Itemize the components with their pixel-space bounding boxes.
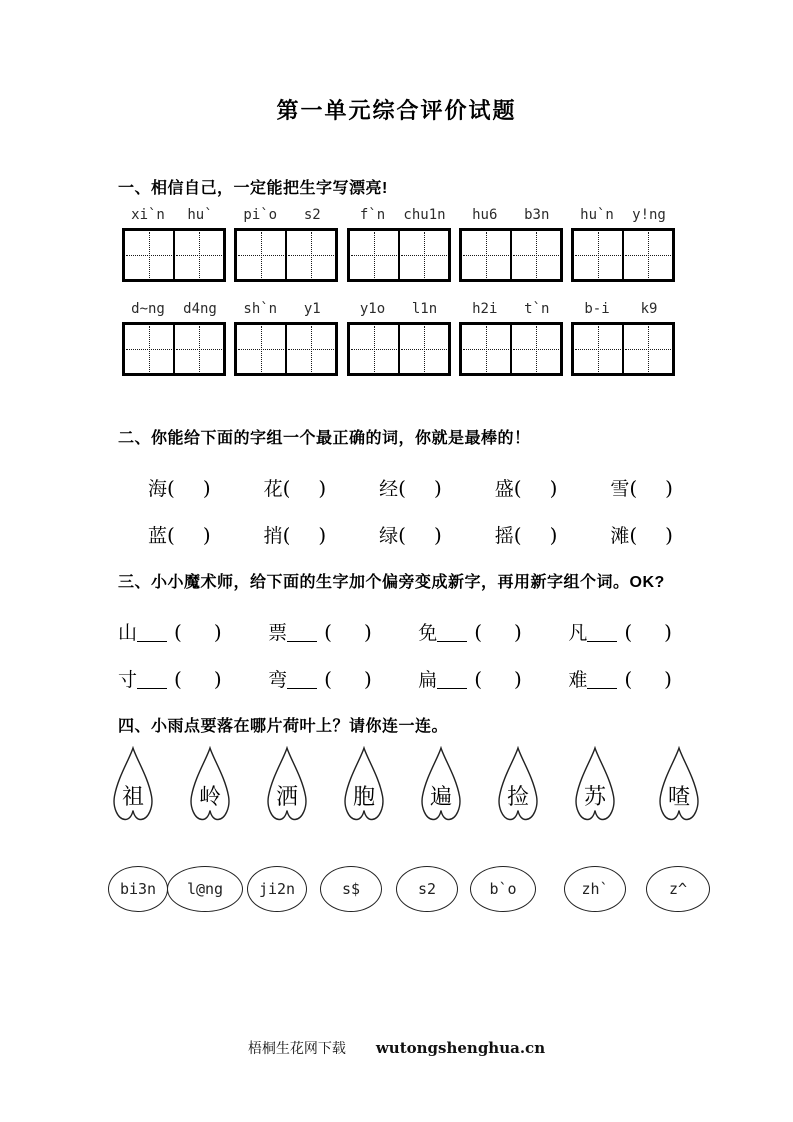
close-paren: ) — [213, 667, 222, 691]
pinyin-labels — [459, 207, 563, 225]
leaf-pinyin: ji2n — [258, 880, 296, 898]
character: 绿 — [379, 525, 399, 547]
tianzige-cell — [350, 231, 398, 279]
section3-heading: 三、小小魔术师，给下面的生字加个偏旁变成新字，再用新字组个词。OK? — [118, 574, 665, 591]
character: 票 — [268, 622, 288, 644]
tianzige-cell — [173, 231, 223, 279]
raindrop-shape — [418, 746, 464, 824]
pinyin-labels — [459, 301, 563, 319]
radical-add-row — [118, 620, 672, 645]
character: 扁 — [418, 669, 438, 691]
lotus-leaf-oval — [247, 866, 307, 912]
leaf-pinyin: zh` — [581, 880, 609, 898]
raindrop-character: 捡 — [506, 785, 529, 810]
character: 海 — [148, 478, 168, 500]
tianzige-boxes — [234, 322, 338, 376]
pinyin-syllable: b3n — [524, 207, 550, 223]
pinyin-syllable: hu`n — [580, 207, 614, 223]
open-paren: ( — [629, 523, 638, 547]
writing-grid-group — [571, 207, 675, 282]
pinyin-labels — [571, 301, 675, 319]
word-unit — [148, 476, 211, 501]
open-paren: ( — [474, 620, 483, 644]
close-paren: ) — [433, 476, 442, 500]
word-unit — [118, 667, 222, 692]
open-paren: ( — [282, 523, 291, 547]
open-paren: ( — [324, 667, 332, 691]
pinyin-syllable: hu` — [187, 207, 213, 223]
word-unit — [568, 667, 672, 692]
answer-blank — [437, 687, 467, 689]
lotus-leaf-oval — [167, 866, 243, 912]
answer-blank — [587, 640, 617, 642]
open-paren: ( — [624, 620, 633, 644]
character: 蓝 — [148, 525, 168, 547]
close-paren: ) — [549, 476, 558, 500]
writing-grid-group — [459, 301, 563, 376]
lotus-leaf-oval — [564, 866, 626, 912]
answer-blank — [287, 687, 317, 689]
word-fill-row — [148, 523, 673, 548]
character: 山 — [118, 622, 138, 644]
page-footer — [0, 1038, 793, 1058]
tianzige-cell — [350, 325, 398, 373]
close-paren: ) — [202, 476, 211, 500]
raindrop-character: 岭 — [198, 785, 221, 810]
pinyin-labels — [347, 301, 451, 319]
raindrop-shape — [656, 746, 702, 824]
tianzige-boxes — [122, 228, 226, 282]
tianzige-cell — [462, 325, 510, 373]
word-unit — [268, 620, 372, 645]
character: 花 — [263, 478, 283, 500]
leaf-pinyin: z^ — [668, 880, 688, 898]
open-paren: ( — [174, 667, 182, 691]
footer-site-url: wutongshenghua.cn — [375, 1039, 546, 1057]
character: 捎 — [263, 525, 283, 547]
pinyin-syllable: y!ng — [632, 207, 666, 223]
answer-blank — [437, 640, 467, 642]
tianzige-cell — [125, 231, 173, 279]
leaf-pinyin: bi3n — [119, 880, 157, 898]
character: 摇 — [494, 525, 514, 547]
open-paren: ( — [624, 667, 633, 691]
close-paren: ) — [363, 667, 372, 691]
writing-grid-group — [347, 301, 451, 376]
tianzige-cell — [285, 325, 335, 373]
close-paren: ) — [318, 476, 327, 500]
pinyin-labels — [122, 301, 226, 319]
word-unit — [418, 667, 522, 692]
raindrop-shape — [187, 746, 233, 824]
word-unit — [495, 476, 558, 501]
tianzige-cell — [398, 231, 448, 279]
leaf-pinyin: s$ — [341, 880, 361, 898]
tianzige-cell — [237, 325, 285, 373]
raindrop-shape — [572, 746, 618, 824]
raindrop-character: 苏 — [583, 785, 606, 810]
pinyin-labels — [234, 301, 338, 319]
writing-grid-row-2 — [122, 301, 675, 376]
character: 弯 — [268, 669, 288, 691]
raindrop-character: 喳 — [667, 785, 690, 810]
tianzige-boxes — [459, 322, 563, 376]
character: 盛 — [494, 478, 514, 500]
open-paren: ( — [398, 476, 406, 500]
writing-grid-group — [459, 207, 563, 282]
matching-area — [0, 746, 793, 926]
lotus-leaf-oval — [470, 866, 536, 912]
close-paren: ) — [549, 523, 558, 547]
pinyin-syllable: b-i — [584, 301, 610, 317]
answer-blank — [287, 640, 317, 642]
word-unit — [418, 620, 522, 645]
leaf-pinyin: l@ng — [186, 880, 224, 898]
pinyin-syllable: l1n — [411, 301, 438, 317]
pinyin-labels — [234, 207, 338, 225]
raindrop-character: 洒 — [275, 785, 298, 810]
tianzige-boxes — [234, 228, 338, 282]
tianzige-cell — [574, 325, 622, 373]
tianzige-boxes — [571, 228, 675, 282]
lotus-leaf-oval — [108, 866, 168, 912]
pinyin-syllable: chu1n — [403, 207, 446, 223]
footer-site-name: 梧桐生花网下载 — [247, 1041, 346, 1057]
close-paren: ) — [514, 667, 522, 691]
pinyin-labels — [347, 207, 451, 225]
lotus-leaf-oval — [396, 866, 458, 912]
tianzige-cell — [398, 325, 448, 373]
pinyin-syllable: d4ng — [183, 301, 217, 317]
tianzige-cell — [622, 231, 672, 279]
open-paren: ( — [474, 667, 483, 691]
section1-heading: 一、相信自己，一定能把生字写漂亮! — [118, 180, 388, 197]
tianzige-boxes — [347, 322, 451, 376]
open-paren: ( — [324, 620, 332, 644]
word-unit — [264, 476, 327, 501]
open-paren: ( — [167, 523, 175, 547]
open-paren: ( — [174, 620, 182, 644]
writing-grid-group — [234, 301, 338, 376]
word-unit — [495, 523, 558, 548]
open-paren: ( — [513, 476, 522, 500]
raindrop-character: 遍 — [429, 785, 452, 810]
writing-grid-group — [122, 207, 226, 282]
pinyin-syllable: t`n — [524, 301, 550, 317]
close-paren: ) — [318, 523, 327, 547]
pinyin-labels — [122, 207, 226, 225]
word-unit — [568, 620, 672, 645]
writing-grid-group — [571, 301, 675, 376]
word-fill-row — [148, 476, 673, 501]
pinyin-syllable: hu6 — [472, 207, 498, 223]
lotus-leaf-oval — [646, 866, 710, 912]
open-paren: ( — [629, 476, 638, 500]
character: 雪 — [610, 478, 630, 500]
leaf-pinyin: s2 — [417, 880, 437, 898]
tianzige-cell — [574, 231, 622, 279]
open-paren: ( — [513, 523, 522, 547]
writing-grid-group — [347, 207, 451, 282]
word-unit — [379, 476, 442, 501]
page-title: 第一单元综合评价试题 — [276, 98, 517, 123]
raindrop-shape — [495, 746, 541, 824]
close-paren: ) — [665, 523, 673, 547]
tianzige-cell — [462, 231, 510, 279]
character: 经 — [379, 478, 399, 500]
character: 滩 — [610, 525, 630, 547]
close-paren: ) — [665, 476, 673, 500]
word-unit — [610, 476, 673, 501]
tianzige-cell — [510, 231, 560, 279]
tianzige-boxes — [122, 322, 226, 376]
writing-grid-group — [234, 207, 338, 282]
character: 寸 — [118, 669, 138, 691]
close-paren: ) — [433, 523, 442, 547]
word-unit — [610, 523, 673, 548]
tianzige-cell — [510, 325, 560, 373]
word-unit — [118, 620, 222, 645]
pinyin-syllable: h2i — [472, 301, 498, 317]
pinyin-syllable: sh`n — [243, 301, 278, 317]
word-unit — [148, 523, 211, 548]
open-paren: ( — [282, 476, 291, 500]
radical-add-row — [118, 667, 672, 692]
lotus-leaf-oval — [320, 866, 382, 912]
raindrop-shape — [341, 746, 387, 824]
word-unit — [379, 523, 442, 548]
pinyin-syllable: pi`o — [243, 207, 278, 223]
raindrop-shape — [110, 746, 156, 824]
tianzige-boxes — [571, 322, 675, 376]
answer-blank — [137, 640, 167, 642]
leaf-pinyin: b`o — [489, 880, 517, 898]
close-paren: ) — [664, 667, 672, 691]
section4-heading: 四、小雨点要落在哪片荷叶上？请你连一连。 — [118, 718, 449, 735]
close-paren: ) — [202, 523, 211, 547]
character: 免 — [418, 622, 438, 644]
close-paren: ) — [664, 620, 672, 644]
writing-grid-group — [122, 301, 226, 376]
close-paren: ) — [514, 620, 522, 644]
tianzige-boxes — [459, 228, 563, 282]
pinyin-syllable: k9 — [640, 301, 658, 317]
character: 凡 — [568, 622, 588, 644]
raindrop-character: 胞 — [352, 785, 375, 810]
open-paren: ( — [167, 476, 175, 500]
pinyin-syllable: y1o — [359, 301, 386, 317]
pinyin-syllable: f`n — [359, 207, 386, 223]
open-paren: ( — [398, 523, 406, 547]
raindrop-character: 祖 — [121, 785, 144, 810]
pinyin-syllable: s2 — [303, 207, 321, 223]
tianzige-boxes — [347, 228, 451, 282]
pinyin-syllable: xi`n — [131, 207, 165, 223]
pinyin-labels — [571, 207, 675, 225]
pinyin-syllable: d~ng — [131, 301, 165, 317]
tianzige-cell — [285, 231, 335, 279]
close-paren: ) — [213, 620, 222, 644]
tianzige-cell — [237, 231, 285, 279]
writing-grid-row-1 — [122, 207, 675, 282]
tianzige-cell — [622, 325, 672, 373]
raindrop-shape — [264, 746, 310, 824]
pinyin-syllable: y1 — [303, 301, 321, 317]
word-unit — [268, 667, 372, 692]
answer-blank — [587, 687, 617, 689]
tianzige-cell — [173, 325, 223, 373]
word-unit — [264, 523, 327, 548]
tianzige-cell — [125, 325, 173, 373]
close-paren: ) — [363, 620, 372, 644]
answer-blank — [137, 687, 167, 689]
character: 难 — [568, 669, 588, 691]
section2-heading: 二、你能给下面的字组一个最正确的词，你就是最棒的！ — [118, 430, 531, 447]
